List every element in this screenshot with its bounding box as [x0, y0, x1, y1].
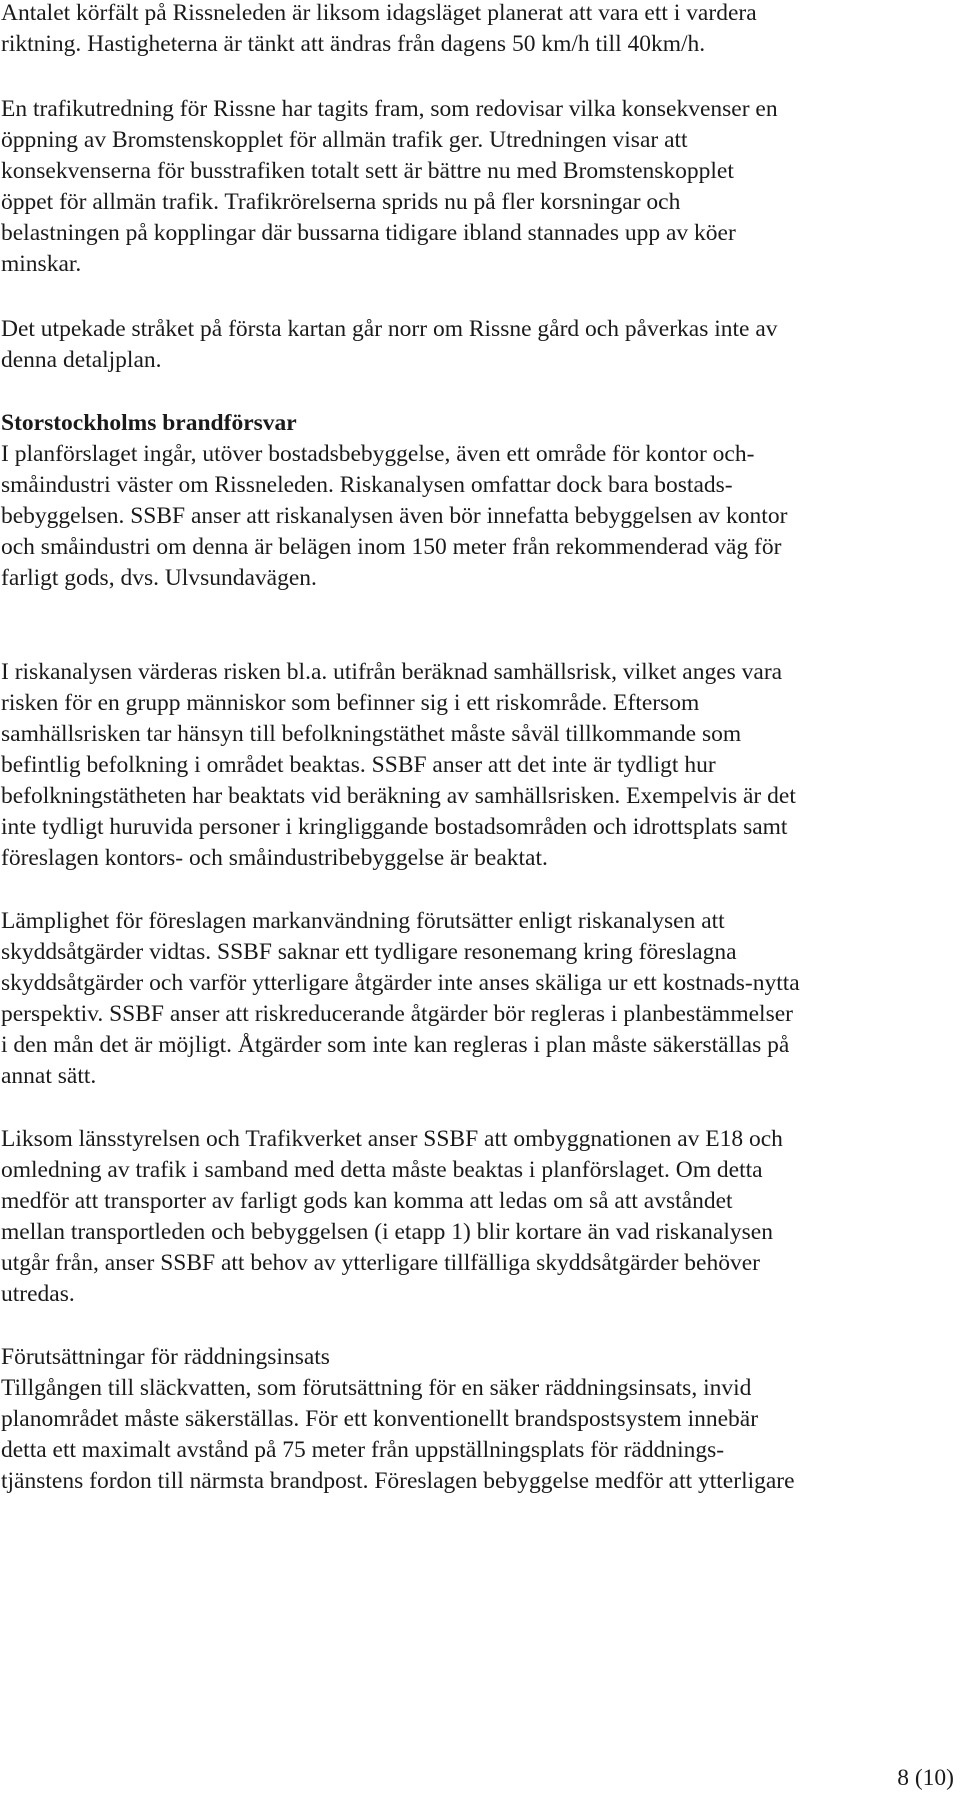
- text-line: utredas.: [1, 1281, 75, 1307]
- text-line: föreslagen kontors- och småindustribebyggelse är beaktat.: [1, 845, 548, 871]
- text-line: och småindustri om denna är belägen inom 150 meter från rekommenderad väg för: [1, 534, 782, 560]
- text-line: öppet för allmän trafik. Trafikrörelserna sprids nu på fler korsningar och: [1, 189, 681, 215]
- text-line: i den mån det är möjligt. Åtgärder som inte kan regleras i plan måste säkerställas på: [1, 1032, 790, 1058]
- text-line: farligt gods, dvs. Ulvsundavägen.: [1, 565, 317, 591]
- section-subheading: Förutsättningar för räddningsinsats: [1, 1344, 330, 1370]
- text-line: planområdet måste säkerställas. För ett konventionellt brandspostsystem innebär: [1, 1406, 759, 1432]
- text-line: mellan transportleden och bebyggelsen (i etapp 1) blir kortare än vad riskanalysen: [1, 1219, 773, 1245]
- text-line: medför att transporter av farligt gods kan komma att ledas om så att avståndet: [1, 1188, 733, 1214]
- text-line: risken för en grupp människor som befinner sig i ett riskområde. Eftersom: [1, 690, 700, 716]
- page-number: 8 (10): [897, 1765, 954, 1791]
- text-line: skyddsåtgärder vidtas. SSBF saknar ett tydligare resonemang kring föreslagna: [1, 939, 737, 965]
- text-line: belastningen på kopplingar där bussarna tidigare ibland stannades upp av köer: [1, 220, 736, 246]
- text-line: bebyggelsen. SSBF anser att riskanalysen även bör innefatta bebyggelsen av kontor: [1, 503, 788, 529]
- text-line: konsekvenserna för busstrafiken totalt sett är bättre nu med Bromstenskopplet: [1, 158, 734, 184]
- text-line: tjänstens fordon till närmsta brandpost. Föreslagen bebyggelse medför att ytterligare: [1, 1468, 795, 1494]
- text-line: denna detaljplan.: [1, 347, 162, 373]
- text-line: Tillgången till släckvatten, som förutsättning för en säker räddningsinsats, invid: [1, 1375, 752, 1401]
- text-line: omledning av trafik i samband med detta måste beaktas i planförslaget. Om detta: [1, 1157, 763, 1183]
- text-line: Liksom länsstyrelsen och Trafikverket anser SSBF att ombyggnationen av E18 och: [1, 1126, 783, 1152]
- paragraph-route: [1, 314, 953, 376]
- paragraph-lanes: [1, 0, 953, 60]
- paragraph-risk-analysis: [1, 657, 953, 874]
- text-line: detta ett maximalt avstånd på 75 meter från uppställningsplats för räddnings-: [1, 1437, 725, 1463]
- text-line: I planförslaget ingår, utöver bostadsbebyggelse, även ett område för kontor och-: [1, 441, 755, 467]
- text-line: befolkningstätheten har beaktats vid beräkning av samhällsrisken. Exempelvis är det: [1, 783, 796, 809]
- text-line: minskar.: [1, 251, 82, 277]
- section-rescue: [1, 1342, 953, 1497]
- text-line: samhällsrisken tar hänsyn till befolkningstäthet måste såväl tillkommande som: [1, 721, 742, 747]
- paragraph-e18: [1, 1124, 953, 1310]
- text-line: Lämplighet för föreslagen markanvändning förutsätter enligt riskanalysen att: [1, 908, 725, 934]
- text-line: En trafikutredning för Rissne har tagits fram, som redovisar vilka konsekvenser en: [1, 96, 778, 122]
- paragraph-traffic-study: [1, 94, 953, 280]
- text-line: småindustri väster om Rissneleden. Riskanalysen omfattar dock bara bostads-: [1, 472, 733, 498]
- text-line: öppning av Bromstenskopplet för allmän trafik ger. Utredningen visar att: [1, 127, 688, 153]
- text-line: Det utpekade stråket på första kartan går norr om Rissne gård och påverkas inte av: [1, 316, 778, 342]
- text-line: I riskanalysen värderas risken bl.a. utifrån beräknad samhällsrisk, vilket anges vara: [1, 659, 783, 685]
- text-line: riktning. Hastigheterna är tänkt att ändras från dagens 50 km/h till 40km/h.: [1, 31, 706, 57]
- text-line: skyddsåtgärder och varför ytterligare åtgärder inte anses skäliga ur ett kostnads-nytta: [1, 970, 800, 996]
- text-line: utgår från, anser SSBF att behov av ytterligare tillfälliga skyddsåtgärder behöver: [1, 1250, 760, 1276]
- section-ssbf: [1, 408, 953, 594]
- paragraph-suitability: [1, 906, 953, 1092]
- section-heading: Storstockholms brandförsvar: [1, 410, 297, 436]
- text-line: perspektiv. SSBF anser att riskreducerande åtgärder bör regleras i planbestämmelser: [1, 1001, 793, 1027]
- text-line: Antalet körfält på Rissneleden är liksom idagsläget planerat att vara ett i vardera: [1, 0, 757, 26]
- text-line: befintlig befolkning i området beaktas. SSBF anser att det inte är tydligt hur: [1, 752, 716, 778]
- text-line: inte tydligt huruvida personer i kringliggande bostadsområden och idrottsplats samt: [1, 814, 788, 840]
- text-line: annat sätt.: [1, 1063, 97, 1089]
